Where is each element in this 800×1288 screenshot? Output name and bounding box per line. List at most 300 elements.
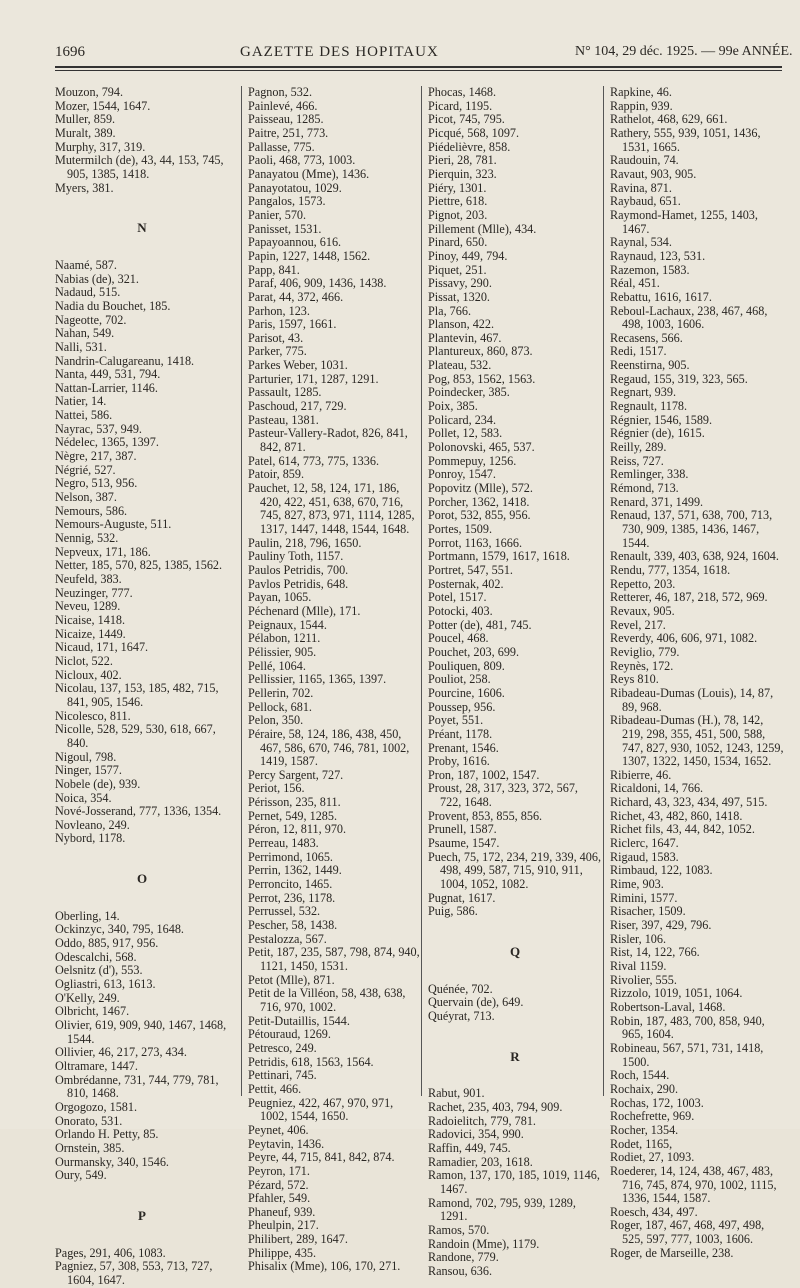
index-entry: Pauliny Toth, 1157. — [248, 549, 344, 564]
index-entry: Ockinzyc, 340, 795, 1648. — [55, 922, 184, 937]
index-entry: Provent, 853, 855, 856. — [428, 808, 543, 823]
index-entry: Nahan, 549. — [55, 326, 115, 341]
index-entry: Planson, 422. — [428, 317, 495, 332]
index-entry: Porot, 532, 855, 956. — [428, 508, 531, 523]
index-entry: Nicolesco, 811. — [55, 708, 131, 723]
index-entry: Pauchet, 12, 58, 124, 171, 186, 420, 422, 451, 638, 670, 716, 745, 827, 873, 971, 1114, 1285, 1317, 1447, 1448, 1544, 1648. — [248, 481, 415, 536]
index-entry: Posternak, 402. — [428, 576, 504, 591]
index-entry: Orgogozo, 1581. — [55, 1099, 138, 1114]
index-entry: Rapkine, 46. — [610, 85, 672, 99]
index-entry: Oddo, 885, 917, 956. — [55, 936, 159, 951]
index-entry: Retterer, 46, 187, 218, 572, 969. — [610, 590, 768, 605]
index-entry: O'Kelly, 249. — [55, 990, 120, 1005]
index-entry: Robineau, 567, 571, 731, 1418, 1500. — [610, 1040, 764, 1069]
index-entry: Ponroy, 1547. — [428, 467, 496, 482]
page-header — [0, 40, 800, 66]
index-entry: Piquet, 251. — [428, 262, 487, 277]
header-rule — [55, 66, 782, 68]
index-entry: Paulin, 218, 796, 1650. — [248, 535, 362, 550]
index-entry: Riser, 397, 429, 796. — [610, 918, 712, 933]
index-entry: Rodiet, 27, 1093. — [610, 1150, 695, 1165]
index-entry: Mozer, 1544, 1647. — [55, 98, 151, 113]
index-entry: Olbricht, 1467. — [55, 1004, 130, 1019]
index-entry: Reynès, 172. — [610, 658, 674, 673]
index-entry: Paschoud, 217, 729. — [248, 399, 347, 414]
index-entry: Nédelec, 1365, 1397. — [55, 435, 159, 450]
index-entry: Pavlos Petridis, 648. — [248, 576, 349, 591]
index-entry: Ollivier, 46, 217, 273, 434. — [55, 1045, 187, 1060]
index-entry: Roederer, 14, 124, 438, 467, 483, 716, 745, 874, 970, 1002, 1115, 1336, 1544, 1587. — [610, 1163, 777, 1206]
index-entry: Paitre, 251, 773. — [248, 125, 329, 140]
section-letter: R — [510, 1048, 520, 1064]
index-entry: Ramos, 570. — [428, 1222, 490, 1237]
index-entry: Pages, 291, 406, 1083. — [55, 1245, 166, 1260]
index-entry: Porcher, 1362, 1418. — [428, 494, 530, 509]
index-entry: Rachet, 235, 403, 794, 909. — [428, 1099, 563, 1114]
index-entry: Pettinari, 745. — [248, 1068, 317, 1083]
index-entry: Régnier (de), 1615. — [610, 426, 705, 441]
index-entry: Puech, 75, 172, 234, 219, 339, 406, 498, 499, 587, 715, 910, 911, 1004, 1052, 1082. — [428, 849, 601, 892]
index-entry: Neveu, 1289. — [55, 599, 121, 614]
index-entry: Nicolle, 528, 529, 530, 618, 667, 840. — [55, 722, 216, 750]
index-entry: Paoli, 468, 773, 1003. — [248, 153, 356, 168]
index-entry: Painlevé, 466. — [248, 98, 318, 113]
index-entry: Odescalchi, 568. — [55, 949, 137, 964]
index-entry: Philibert, 289, 1647. — [248, 1232, 348, 1247]
index-entry: Poyet, 551. — [428, 713, 484, 728]
index-entry: Nennig, 532. — [55, 531, 119, 546]
index-entry: Petridis, 618, 1563, 1564. — [248, 1054, 374, 1069]
index-entry: Regaud, 155, 319, 323, 565. — [610, 371, 748, 386]
index-entry: Porrot, 1163, 1666. — [428, 535, 523, 550]
index-entry: Murphy, 317, 319. — [55, 139, 146, 154]
index-entry: Nemours-Auguste, 511. — [55, 517, 172, 532]
index-entry: Pissat, 1320. — [428, 289, 490, 304]
index-entry: Pillement (Mlle), 434. — [428, 221, 537, 236]
index-entry: Rochaix, 290. — [610, 1081, 679, 1096]
index-entry: Pfahler, 549. — [248, 1191, 311, 1206]
index-entry: Parkes Weber, 1031. — [248, 358, 348, 373]
index-entry: Pestalozza, 567. — [248, 931, 327, 946]
index-entry: Pla, 766. — [428, 303, 471, 318]
index-entry: Peytavin, 1436. — [248, 1136, 325, 1151]
index-entry: Remlinger, 338. — [610, 467, 689, 482]
index-entry: Poix, 385. — [428, 399, 478, 414]
index-entry: Robin, 187, 483, 700, 858, 940, 965, 1604. — [610, 1013, 765, 1042]
index-entry: Natier, 14. — [55, 394, 107, 409]
index-entry: Perrin, 1362, 1449. — [248, 863, 342, 878]
index-entry: Préant, 1178. — [428, 726, 493, 741]
index-entry: Nigoul, 798. — [55, 749, 117, 764]
index-entry: Radovici, 354, 990. — [428, 1127, 524, 1142]
index-entry: Piédelièvre, 858. — [428, 139, 511, 154]
index-entry: Pélabon, 1211. — [248, 631, 321, 646]
index-entry: Paisseau, 1285. — [248, 112, 324, 127]
index-entry: Pouliquen, 809. — [428, 658, 505, 673]
index-entry: Peyron, 171. — [248, 1163, 310, 1178]
section-letter: P — [138, 1207, 146, 1223]
index-entry: Pallasse, 775. — [248, 139, 315, 154]
index-entry: Portes, 1509. — [428, 522, 492, 536]
index-entry: Rigaud, 1583. — [610, 849, 679, 864]
index-entry: Raynal, 534. — [610, 235, 672, 250]
index-entry: Rimbaud, 122, 1083. — [610, 863, 713, 878]
index-entry: Roesch, 434, 497. — [610, 1204, 698, 1219]
index-entry: Peignaux, 1544. — [248, 617, 327, 632]
index-entry: Nové-Josserand, 777, 1336, 1354. — [55, 804, 222, 819]
index-entry: Netter, 185, 570, 825, 1385, 1562. — [55, 558, 223, 573]
index-entry: Ninger, 1577. — [55, 763, 122, 778]
index-entry: Rebattu, 1616, 1617. — [610, 289, 712, 304]
index-entry: Papayoannou, 616. — [248, 235, 342, 250]
index-entry: Risacher, 1509. — [610, 904, 686, 919]
index-entry: Richet fils, 43, 44, 842, 1052. — [610, 822, 755, 837]
index-entry: Pellerin, 702. — [248, 685, 314, 700]
index-entry: Polonovski, 465, 537. — [428, 440, 535, 455]
index-entry: Ogliastri, 613, 1613. — [55, 977, 156, 992]
index-entry: Rendu, 777, 1354, 1618. — [610, 562, 731, 577]
index-entry: Péchenard (Mlle), 171. — [248, 603, 361, 618]
index-entry: Olivier, 619, 909, 940, 1467, 1468, 1544. — [55, 1018, 227, 1046]
index-entry: Nattan-Larrier, 1146. — [55, 380, 158, 395]
index-entry: Raffin, 449, 745. — [428, 1140, 511, 1155]
index-entry: Ramond, 702, 795, 939, 1289, 1291. — [428, 1195, 576, 1224]
index-entry: Panier, 570. — [248, 207, 307, 222]
index-entry: Rime, 903. — [610, 877, 664, 892]
index-entry: Redi, 1517. — [610, 344, 667, 359]
index-entry: Oury, 549. — [55, 1168, 107, 1183]
index-entry: Phaneuf, 939. — [248, 1204, 316, 1219]
index-entry: Riclerc, 1647. — [610, 836, 679, 851]
header-rule-thin — [55, 70, 782, 71]
index-entry: Raudouin, 74. — [610, 153, 679, 168]
index-entry: Recasens, 566. — [610, 330, 683, 345]
index-entry: Neuzinger, 777. — [55, 585, 133, 600]
index-entry: Perrot, 236, 1178. — [248, 890, 336, 905]
index-entry: Pouliot, 258. — [428, 672, 491, 687]
index-entry: Reviglio, 779. — [610, 644, 680, 659]
index-entry: Pissavy, 290. — [428, 276, 492, 291]
index-entry: Périsson, 235, 811. — [248, 795, 341, 810]
index-entry: Regnart, 939. — [610, 385, 677, 400]
index-entry: Nageotte, 702. — [55, 312, 127, 327]
index-entry: Percy Sargent, 727. — [248, 767, 344, 782]
index-entry: Portret, 547, 551. — [428, 562, 513, 577]
index-column-2 — [248, 86, 422, 1274]
index-entry: Ricaldoni, 14, 766. — [610, 781, 704, 796]
index-entry: Radoielitch, 779, 781. — [428, 1113, 536, 1128]
index-entry: Richard, 43, 323, 434, 497, 515. — [610, 795, 768, 810]
index-entry: Oelsnitz (d'), 553. — [55, 963, 143, 978]
index-entry: Peugniez, 422, 467, 970, 971, 1002, 1544, 1650. — [248, 1095, 394, 1124]
index-entry: Pheulpin, 217. — [248, 1218, 319, 1233]
index-entry: Rochefrette, 969. — [610, 1109, 695, 1124]
index-column-3 — [428, 86, 602, 1279]
index-entry: Nybord, 1178. — [55, 831, 126, 846]
index-entry: Philippe, 435. — [248, 1245, 317, 1260]
index-entry: Pelon, 350. — [248, 713, 304, 728]
index-entry: Paraf, 406, 909, 1436, 1438. — [248, 276, 387, 291]
index-entry: Pernet, 549, 1285. — [248, 808, 338, 823]
index-entry: Raynaud, 123, 531. — [610, 248, 706, 263]
index-entry: Nègre, 217, 387. — [55, 449, 137, 464]
index-entry: Mutermilch (de), 43, 44, 153, 745, 905, 1385, 1418. — [55, 153, 224, 181]
index-entry: Quervain (de), 649. — [428, 995, 524, 1010]
index-entry: Pasteau, 1381. — [248, 412, 319, 427]
index-entry: Ombrédanne, 731, 744, 779, 781, 810, 1468. — [55, 1072, 219, 1101]
index-entry: Pellock, 681. — [248, 699, 312, 714]
index-entry: Phisalix (Mme), 106, 170, 271. — [248, 1259, 401, 1274]
index-entry: Nabias (de), 321. — [55, 271, 139, 286]
index-entry: Pieri, 28, 781. — [428, 153, 497, 168]
index-entry: Rival 1159. — [610, 959, 667, 973]
index-entry: Randone, 779. — [428, 1250, 499, 1265]
index-entry: Revaux, 905. — [610, 603, 675, 618]
index-entry: Policard, 234. — [428, 412, 497, 427]
index-entry: Papp, 841. — [248, 262, 300, 277]
index-entry: Paulos Petridis, 700. — [248, 562, 349, 577]
index-entry: Petit, 187, 235, 587, 798, 874, 940, 1121, 1450, 1531. — [248, 945, 420, 973]
index-entry: Pron, 187, 1002, 1547. — [428, 767, 540, 782]
index-entry: Ramadier, 203, 1618. — [428, 1154, 533, 1169]
index-entry: Parisot, 43. — [248, 330, 304, 345]
index-entry: Parturier, 171, 1287, 1291. — [248, 371, 379, 386]
section-letter: N — [137, 220, 147, 236]
column-divider — [241, 86, 242, 1096]
index-entry: Peyre, 44, 715, 841, 842, 874. — [248, 1150, 395, 1165]
index-entry: Revel, 217. — [610, 617, 666, 632]
index-entry: Potter (de), 481, 745. — [428, 617, 532, 632]
index-entry: Pierquin, 323. — [428, 166, 497, 181]
index-entry: Oltramare, 1447. — [55, 1059, 138, 1073]
index-entry: Proby, 1616. — [428, 754, 490, 769]
index-entry: Pellissier, 1165, 1365, 1397. — [248, 672, 387, 687]
index-entry: Raymond-Hamet, 1255, 1403, 1467. — [610, 207, 758, 236]
index-entry: Petit-Dutaillis, 1544. — [248, 1013, 350, 1028]
index-entry: Nattei, 586. — [55, 408, 113, 423]
index-entry: Peynet, 406. — [248, 1122, 309, 1137]
index-entry: Quénée, 702. — [428, 981, 493, 996]
index-entry: Nobele (de), 939. — [55, 776, 141, 791]
index-entry: Poussep, 956. — [428, 699, 496, 714]
index-entry: Pog, 853, 1562, 1563. — [428, 371, 536, 386]
index-entry: Ravaut, 903, 905. — [610, 166, 697, 181]
index-entry: Negro, 513, 956. — [55, 476, 138, 491]
index-entry: Reenstirna, 905. — [610, 358, 690, 373]
index-entry: Rocher, 1354. — [610, 1122, 679, 1137]
index-entry: Ourmansky, 340, 1546. — [55, 1154, 169, 1169]
index-entry: Regnault, 1178. — [610, 399, 688, 414]
index-entry: Nemours, 586. — [55, 503, 128, 518]
index-entry: Pescher, 58, 1438. — [248, 918, 338, 933]
index-entry: Perroncito, 1465. — [248, 877, 333, 892]
index-entry: Parker, 775. — [248, 344, 307, 359]
index-entry: Noica, 354. — [55, 790, 112, 805]
index-entry: Randoin (Mme), 1179. — [428, 1236, 540, 1251]
index-entry: Ramon, 137, 170, 185, 1019, 1146, 1467. — [428, 1168, 600, 1196]
index-entry: Proust, 28, 317, 323, 372, 567, 722, 1648. — [428, 781, 578, 810]
index-entry: Pangalos, 1573. — [248, 194, 326, 209]
index-entry: Pugnat, 1617. — [428, 890, 496, 905]
index-entry: Pommepuy, 1256. — [428, 453, 517, 468]
index-entry: Rist, 14, 122, 766. — [610, 945, 700, 960]
index-entry: Neufeld, 383. — [55, 572, 122, 586]
index-entry: Rémond, 713. — [610, 481, 679, 496]
index-entry: Pétouraud, 1269. — [248, 1027, 331, 1042]
index-entry: Renault, 339, 403, 638, 924, 1604. — [610, 549, 779, 564]
index-entry: Pignot, 203. — [428, 207, 488, 222]
index-entry: Puig, 586. — [428, 904, 478, 919]
index-entry: Rizzolo, 1019, 1051, 1064. — [610, 986, 743, 1001]
index-entry: Pinoy, 449, 794. — [428, 248, 508, 263]
index-entry: Passault, 1285. — [248, 385, 322, 400]
index-entry: Rodet, 1165, — [610, 1136, 673, 1151]
index-entry: Régnier, 1546, 1589. — [610, 412, 713, 427]
index-entry: Quéyrat, 713. — [428, 1009, 495, 1023]
index-entry: Pourcine, 1606. — [428, 685, 505, 700]
index-entry: Ornstein, 385. — [55, 1140, 125, 1155]
index-entry: Prenant, 1546. — [428, 740, 499, 755]
index-entry: Picot, 745, 795. — [428, 112, 505, 127]
index-entry: Reiss, 727. — [610, 453, 664, 468]
index-entry: Pagnon, 532. — [248, 85, 312, 99]
index-entry: Rathery, 555, 939, 1051, 1436, 1531, 1665. — [610, 125, 761, 154]
index-entry: Pézard, 572. — [248, 1177, 309, 1192]
index-entry: Popovitz (Mlle), 572. — [428, 481, 533, 496]
index-entry: Psaume, 1547. — [428, 836, 500, 851]
index-entry: Nicloux, 402. — [55, 667, 122, 682]
index-entry: Muralt, 389. — [55, 125, 116, 140]
index-entry: Panisset, 1531. — [248, 221, 322, 236]
section-letter: Q — [509, 944, 521, 960]
index-entry: Parat, 44, 372, 466. — [248, 289, 344, 304]
index-column-4 — [610, 86, 784, 1260]
index-entry: Rathelot, 468, 629, 661. — [610, 112, 728, 127]
index-entry: Mouzon, 794. — [55, 85, 124, 99]
index-entry: Patoir, 859. — [248, 467, 305, 482]
index-entry: Portmann, 1579, 1617, 1618. — [428, 549, 570, 564]
index-entry: Panayotatou, 1029. — [248, 180, 342, 195]
index-entry: Roger, 187, 467, 468, 497, 498, 525, 597, 777, 1003, 1606. — [610, 1218, 765, 1247]
index-entry: Petit de la Villéon, 58, 438, 638, 716, 970, 1002. — [248, 986, 406, 1014]
index-entry: Péraire, 58, 124, 186, 438, 450, 467, 586, 670, 746, 781, 1002, 1419, 1587. — [248, 726, 410, 769]
index-entry: Reboul-Lachaux, 238, 467, 468, 498, 1003, 1606. — [610, 303, 768, 332]
index-entry: Ribierre, 46. — [610, 767, 672, 782]
index-entry: Poucel, 468. — [428, 631, 489, 646]
index-entry: Négrié, 527. — [55, 462, 116, 477]
index-entry: Onorato, 531. — [55, 1113, 123, 1128]
index-entry: Panayatou (Mme), 1436. — [248, 166, 370, 181]
index-entry: Richet, 43, 482, 860, 1418. — [610, 808, 743, 823]
index-entry: Raybaud, 651. — [610, 194, 681, 209]
index-entry: Ransou, 636. — [428, 1263, 492, 1278]
index-entry: Nicolau, 137, 153, 185, 482, 715, 841, 905, 1546. — [55, 681, 219, 709]
index-entry: Picard, 1195. — [428, 98, 493, 113]
index-entry: Reilly, 289. — [610, 440, 667, 455]
index-entry: Ribadeau-Dumas (H.), 78, 142, 219, 298, 355, 451, 500, 588, 747, 827, 930, 1052, 1243, 1259, 1307, 1322, 1450, 1534, 1652. — [610, 713, 784, 769]
index-entry: Robertson-Laval, 1468. — [610, 999, 726, 1014]
index-entry: Poindecker, 385. — [428, 385, 510, 400]
index-entry: Muller, 859. — [55, 112, 116, 127]
index-entry: Réal, 451. — [610, 276, 660, 291]
index-entry: Rabut, 901. — [428, 1086, 485, 1101]
index-entry: Patel, 614, 773, 775, 1336. — [248, 453, 380, 468]
page-number: 1696 — [55, 44, 85, 60]
index-entry: Plateau, 532. — [428, 358, 492, 373]
index-entry: Rivolier, 555. — [610, 972, 677, 987]
index-entry: Nadaud, 515. — [55, 285, 121, 300]
index-entry: Perrussel, 532. — [248, 904, 321, 919]
index-entry: Rimini, 1577. — [610, 890, 678, 905]
index-entry: Péron, 12, 811, 970. — [248, 822, 347, 837]
index-entry: Prunell, 1587. — [428, 822, 497, 837]
index-entry: Parhon, 123. — [248, 303, 310, 318]
index-entry: Nicaud, 171, 1647. — [55, 640, 149, 655]
column-divider — [603, 86, 604, 1096]
index-entry: Reverdy, 406, 606, 971, 1082. — [610, 631, 758, 646]
index-entry: Nanta, 449, 531, 794. — [55, 367, 161, 382]
issue-info: N° 104, 29 déc. 1925. — 99e ANNÉE. — [575, 44, 793, 59]
index-entry: Repetto, 203. — [610, 576, 676, 591]
index-entry: Potel, 1517. — [428, 590, 487, 605]
index-entry: Paris, 1597, 1661. — [248, 317, 337, 332]
index-entry: Nayrac, 537, 949. — [55, 421, 142, 436]
index-entry: Piettre, 618. — [428, 194, 488, 209]
index-entry: Petresco, 249. — [248, 1040, 317, 1055]
index-entry: Petot (Mlle), 871. — [248, 972, 335, 987]
index-entry: Reys 810. — [610, 672, 659, 687]
index-entry: Naamé, 587. — [55, 257, 117, 272]
index-entry: Nepveux, 171, 186. — [55, 544, 151, 559]
index-entry: Phocas, 1468. — [428, 85, 497, 99]
index-entry: Pélissier, 905. — [248, 644, 317, 659]
index-entry: Pagniez, 57, 308, 553, 713, 727, 1604, 1647. — [55, 1259, 213, 1287]
index-entry: Roch, 1544. — [610, 1068, 670, 1083]
index-entry: Risler, 106. — [610, 931, 667, 946]
index-entry: Pettit, 466. — [248, 1081, 302, 1096]
index-entry: Roger, de Marseille, 238. — [610, 1245, 734, 1260]
index-entry: Niclot, 522. — [55, 653, 113, 668]
index-entry: Renaud, 137, 571, 638, 700, 713, 730, 909, 1385, 1436, 1467, 1544. — [610, 508, 773, 550]
index-entry: Papin, 1227, 1448, 1562. — [248, 248, 371, 263]
index-entry: Nicaize, 1449. — [55, 626, 126, 641]
index-entry: Nelson, 387. — [55, 490, 117, 505]
index-entry: Orlando H. Petty, 85. — [55, 1127, 159, 1142]
index-entry: Pouchet, 203, 699. — [428, 644, 520, 659]
index-entry: Nicaise, 1418. — [55, 612, 126, 627]
index-entry: Perrimond, 1065. — [248, 849, 333, 864]
index-entry: Pellé, 1064. — [248, 658, 306, 673]
index-entry: Ribadeau-Dumas (Louis), 14, 87, 89, 968. — [610, 685, 774, 714]
index-entry: Myers, 381. — [55, 180, 114, 195]
index-entry: Nadia du Bouchet, 185. — [55, 298, 171, 313]
index-entry: Plantureux, 860, 873. — [428, 344, 533, 359]
index-entry: Razemon, 1583. — [610, 262, 690, 277]
index-entry: Picqué, 568, 1097. — [428, 125, 520, 140]
index-entry: Potocki, 403. — [428, 603, 493, 618]
index-entry: Renard, 371, 1499. — [610, 494, 704, 509]
index-entry: Rochas, 172, 1003. — [610, 1095, 704, 1110]
section-letter: O — [136, 871, 148, 887]
index-entry: Nalli, 531. — [55, 339, 107, 354]
index-column-1 — [55, 86, 229, 1288]
index-entry: Plantevin, 467. — [428, 330, 502, 345]
index-entry: Pollet, 12, 583. — [428, 426, 503, 441]
journal-title: GAZETTE DES HOPITAUX — [240, 44, 439, 60]
index-entry: Novleano, 249. — [55, 817, 130, 832]
index-entry: Piéry, 1301. — [428, 180, 487, 195]
index-entry: Pinard, 650. — [428, 235, 488, 250]
